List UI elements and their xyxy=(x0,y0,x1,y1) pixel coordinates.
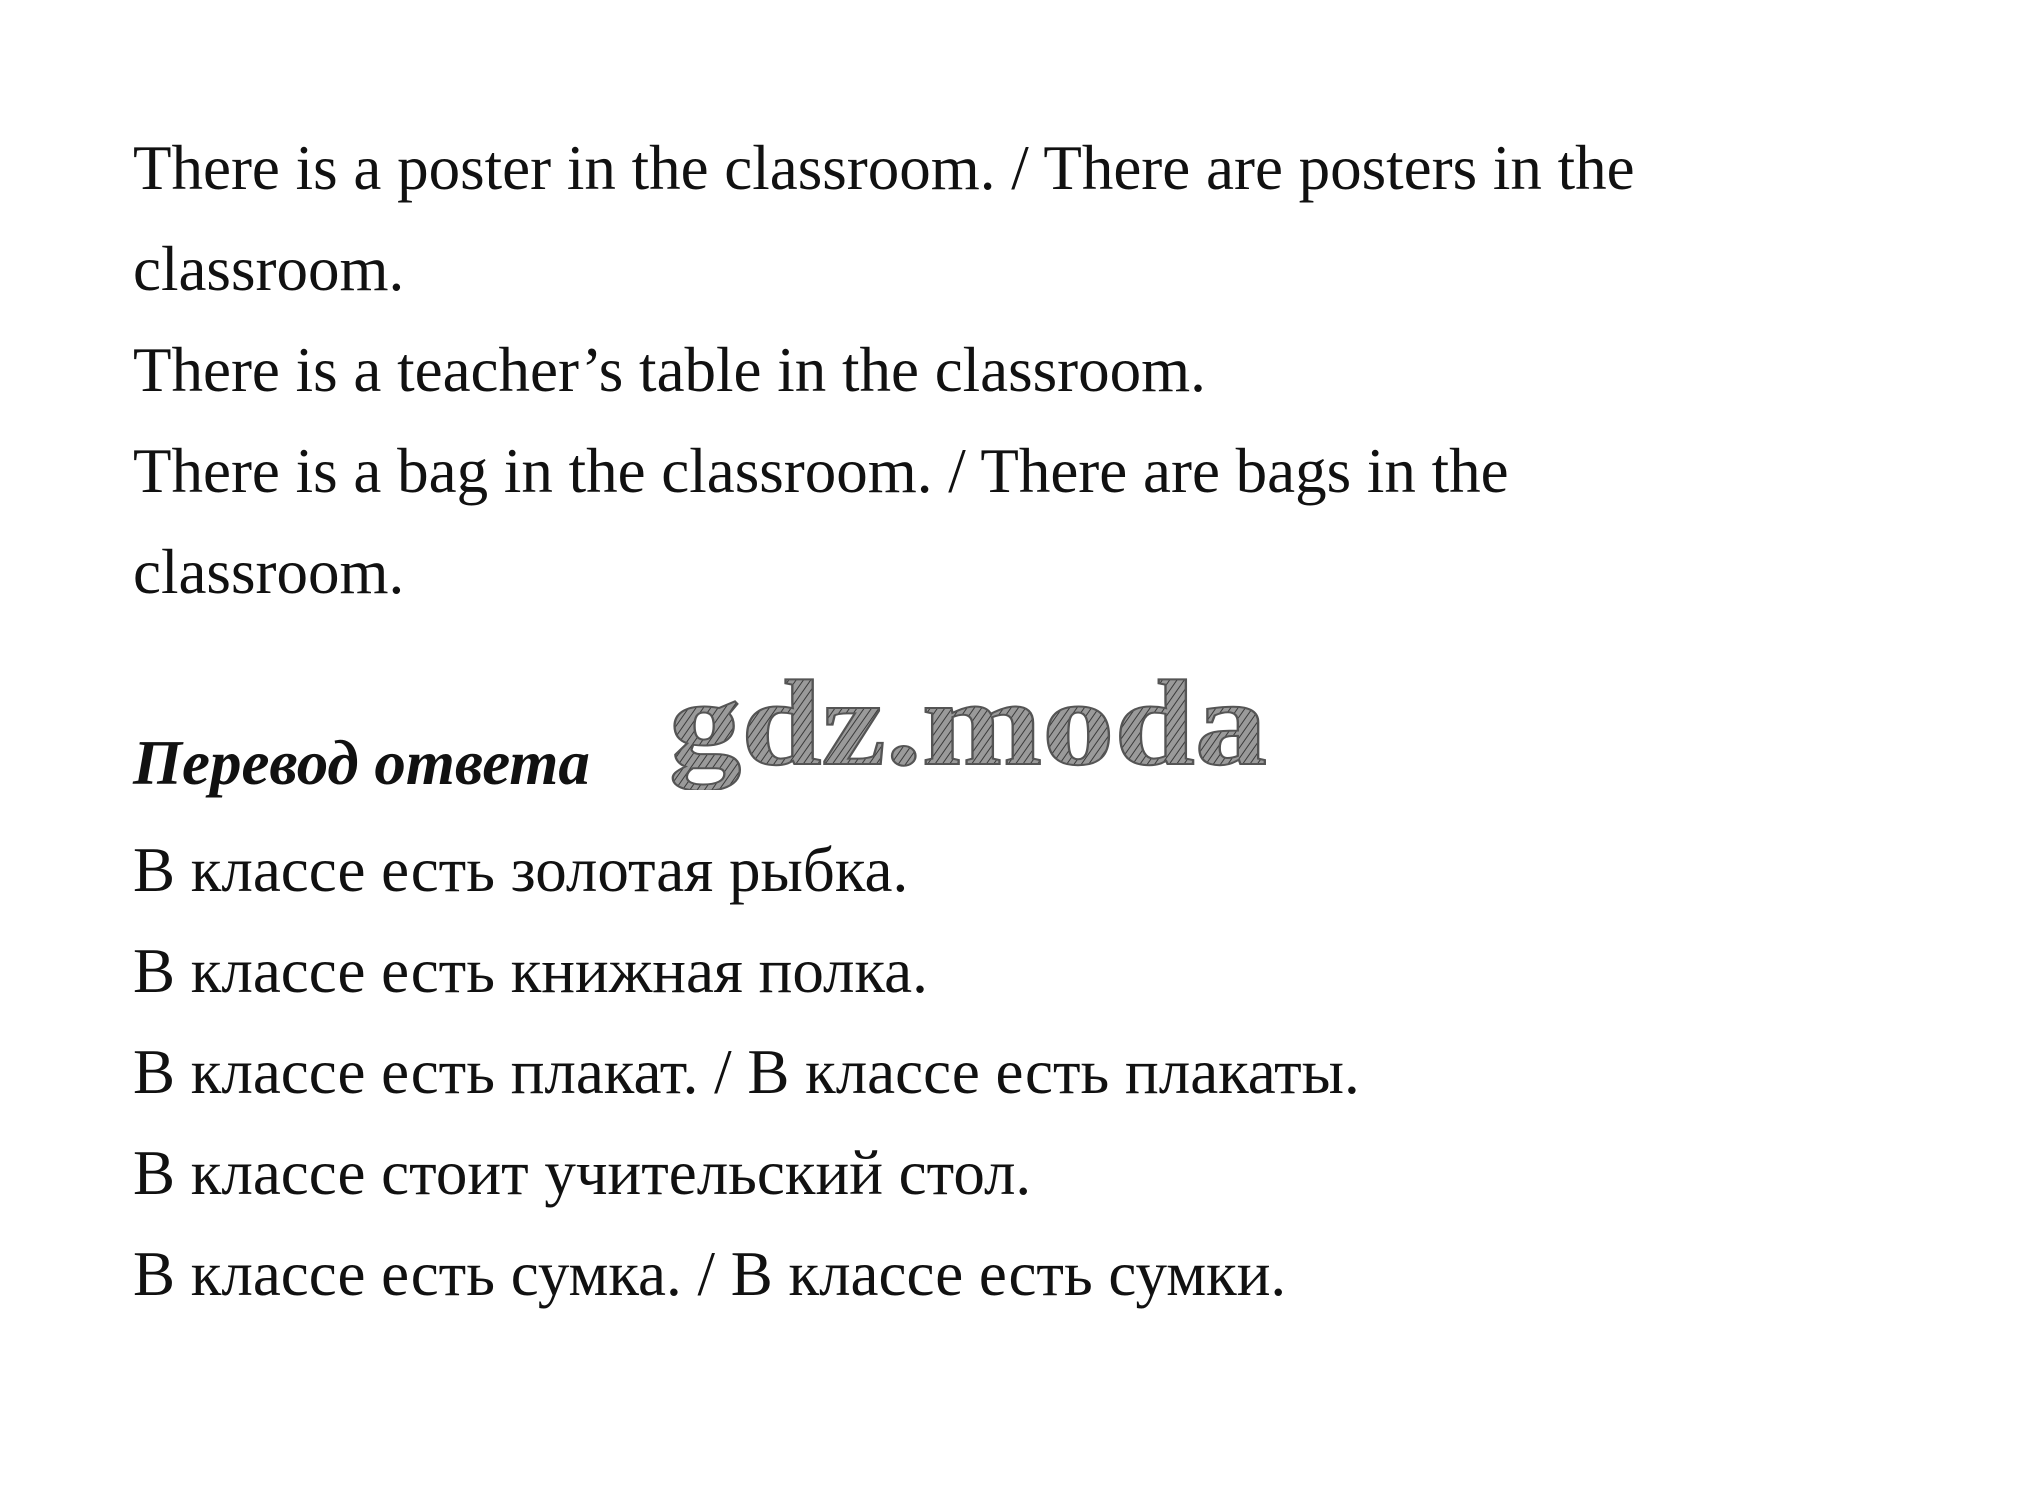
russian-translation-text xyxy=(133,820,1933,1325)
answer-line: classroom. xyxy=(133,234,405,304)
translation-line: В классе есть сумка. / В классе есть сумки. xyxy=(133,1239,1287,1309)
translation-heading-row xyxy=(133,660,1933,798)
answer-line: classroom. xyxy=(133,537,405,607)
answer-line: There is a poster in the classroom. / There are posters in the xyxy=(133,133,1635,203)
translation-heading: Перевод ответа xyxy=(133,728,590,798)
svg-text:gdz.moda: gdz.moda xyxy=(669,660,1267,790)
translation-line: В классе есть плакат. / В классе есть плакаты. xyxy=(133,1037,1360,1107)
answer-line: There is a bag in the classroom. / There are bags in the xyxy=(133,436,1509,506)
gdz-watermark-logo xyxy=(663,660,1273,790)
answer-line: There is a teacher’s table in the classroom. xyxy=(133,335,1206,405)
translation-line: В классе стоит учительский стол. xyxy=(133,1138,1032,1208)
english-answer-text xyxy=(133,118,1933,623)
translation-line: В классе есть книжная полка. xyxy=(133,936,928,1006)
translation-line: В классе есть золотая рыбка. xyxy=(133,835,909,905)
